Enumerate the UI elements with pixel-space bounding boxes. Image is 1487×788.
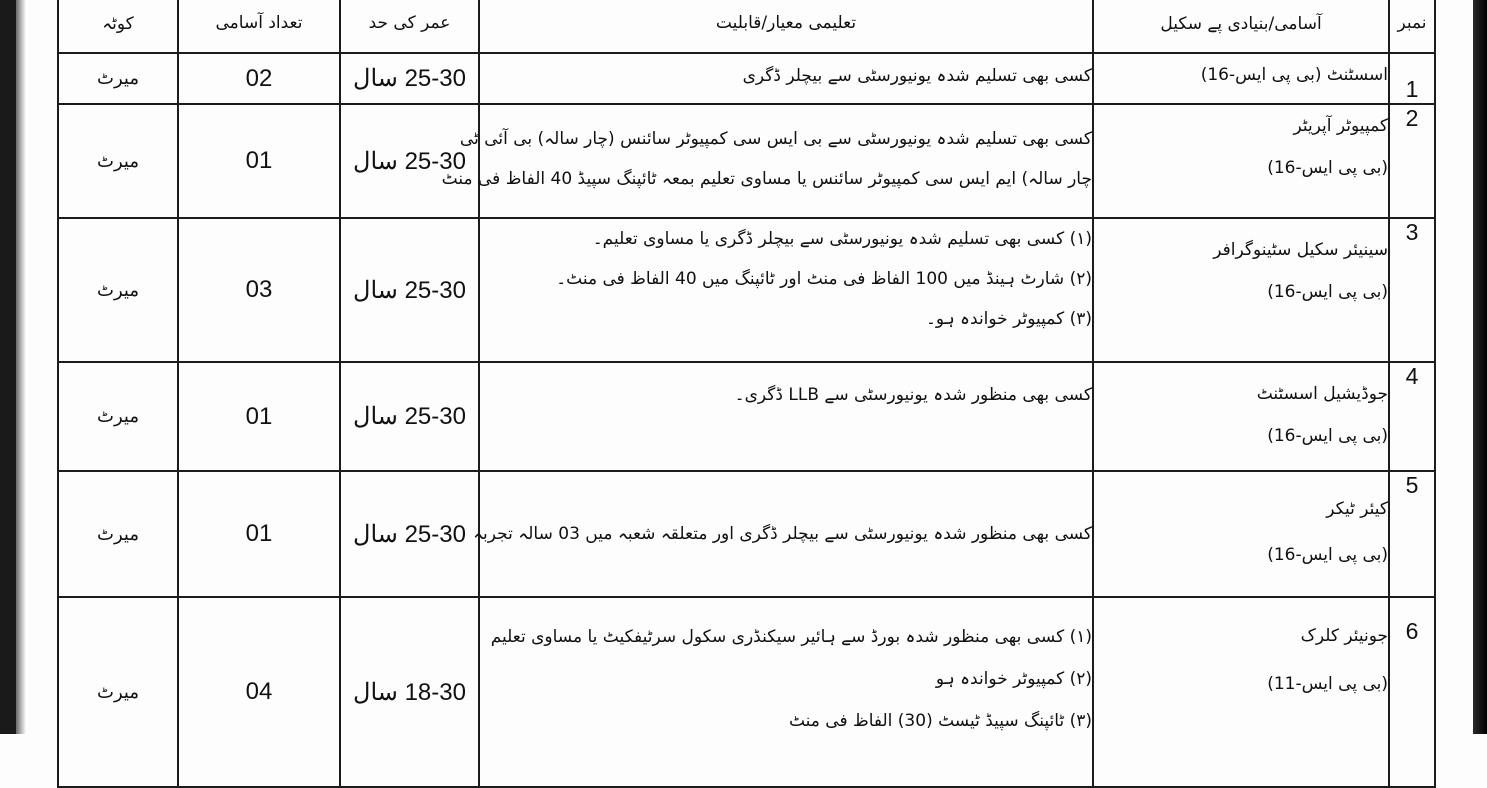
post-cell — [1093, 218, 1389, 362]
post-scale: (بی پی ایس-16) — [1267, 158, 1388, 178]
post-title: سینیئر سکیل سٹینوگرافر — [1213, 240, 1388, 260]
page-edge-right — [1473, 0, 1487, 734]
post-scale: (بی پی ایس-16) — [1267, 426, 1388, 446]
qualification-line: کسی بھی تسلیم شدہ یونیورسٹی سے بیچلر ڈگری — [742, 66, 1092, 86]
page-edge-shadow — [16, 0, 26, 734]
count-cell: 01 — [178, 104, 340, 218]
post-title: کیئر ٹیکر — [1326, 499, 1388, 519]
header-posts-count: تعداد آسامی — [178, 0, 340, 53]
table-row — [58, 362, 1435, 471]
qualification-cell — [479, 362, 1093, 471]
count-cell: 01 — [178, 362, 340, 471]
number-cell: 3 — [1389, 218, 1435, 362]
qualification-line: چار سالہ) ایم ایس سی کمپیوٹر سائنس یا مساوی تعلیم بمعہ ٹائپنگ سپیڈ 40 الفاظ فی منٹ — [441, 169, 1092, 189]
post-title: جوڈیشیل اسسٹنٹ — [1256, 384, 1388, 404]
number-cell: 4 — [1389, 362, 1435, 471]
post-title: جونیئر کلرک — [1300, 626, 1388, 646]
post-title: کمپیوٹر آپریٹر — [1293, 116, 1388, 136]
number-cell: 5 — [1389, 471, 1435, 597]
number-cell: 2 — [1389, 104, 1435, 218]
qualification-line: (۱) کسی بھی تسلیم شدہ یونیورسٹی سے بیچلر ڈگری یا مساوی تعلیم۔ — [592, 229, 1092, 249]
post-scale: (بی پی ایس-16) — [1267, 282, 1388, 302]
table-row — [58, 471, 1435, 597]
qualification-line: کسی بھی منظور شدہ یونیورسٹی سے بیچلر ڈگری اور متعلقہ شعبہ میں 03 سالہ تجربہ — [473, 524, 1092, 544]
quota-cell: میرٹ — [58, 53, 178, 104]
quota-cell: میرٹ — [58, 471, 178, 597]
number-cell: 1 — [1389, 53, 1435, 104]
header-row — [58, 0, 1435, 53]
count-cell: 02 — [178, 53, 340, 104]
vacancies-table — [57, 0, 1436, 788]
table-row — [58, 218, 1435, 362]
qualification-cell — [441, 104, 1093, 218]
post-title: اسسٹنٹ (بی پی ایس-16) — [1200, 65, 1388, 85]
qualification-line: کسی بھی منظور شدہ یونیورسٹی سے LLB ڈگری۔ — [734, 385, 1092, 405]
post-cell — [1093, 104, 1389, 218]
count-cell: 01 — [178, 471, 340, 597]
age-cell: 25-30 سال — [340, 362, 479, 471]
count-cell: 03 — [178, 218, 340, 362]
number-cell: 6 — [1389, 597, 1435, 787]
header-qualification: تعلیمی معیار/قابلیت — [479, 0, 1093, 53]
table-row — [58, 53, 1435, 104]
header-number: نمبر — [1389, 0, 1435, 53]
qualification-line: (۳) ٹائپنگ سپیڈ ٹیسٹ (30) الفاظ فی منٹ — [788, 711, 1092, 731]
header-quota: کوٹہ — [58, 0, 178, 53]
qualification-cell — [479, 597, 1093, 787]
post-cell — [1093, 597, 1389, 787]
quota-cell: میرٹ — [58, 104, 178, 218]
qualification-cell — [473, 471, 1093, 597]
table-row — [58, 597, 1435, 787]
post-cell — [1093, 53, 1389, 104]
qualification-cell — [479, 53, 1093, 104]
count-cell: 04 — [178, 597, 340, 787]
age-cell: 25-30 سال — [340, 471, 479, 597]
age-cell: 25-30 سال — [340, 218, 479, 362]
qualification-line: (۱) کسی بھی منظور شدہ بورڈ سے ہائیر سیکنڈری سکول سرٹیفکیٹ یا مساوی تعلیم — [490, 627, 1092, 647]
post-scale: (بی پی ایس-11) — [1267, 674, 1388, 694]
quota-cell: میرٹ — [58, 218, 178, 362]
qualification-line: کسی بھی تسلیم شدہ یونیورسٹی سے بی ایس سی کمپیوٹر سائنس (چار سالہ) بی آئی ٹی — [459, 129, 1092, 149]
header-post-scale: آسامی/بنیادی پے سکیل — [1093, 0, 1389, 53]
age-cell: 18-30 سال — [340, 597, 479, 787]
quota-cell: میرٹ — [58, 362, 178, 471]
post-cell — [1093, 471, 1389, 597]
age-cell: 25-30 سال — [340, 104, 479, 218]
qualification-line: (۲) کمپیوٹر خواندہ ہو — [935, 669, 1092, 689]
post-cell — [1093, 362, 1389, 471]
post-scale: (بی پی ایس-16) — [1267, 545, 1388, 565]
age-cell: 25-30 سال — [340, 53, 479, 104]
table-row — [58, 104, 1435, 218]
page-edge-left — [0, 0, 16, 734]
qualification-line: (۳) کمپیوٹر خواندہ ہو۔ — [925, 309, 1092, 329]
qualification-line: (۲) شارٹ ہینڈ میں 100 الفاظ فی منٹ اور ٹائپنگ میں 40 الفاظ فی منٹ۔ — [556, 269, 1092, 289]
qualification-cell — [479, 218, 1093, 362]
header-age-limit: عمر کی حد — [340, 0, 479, 53]
quota-cell: میرٹ — [58, 597, 178, 787]
